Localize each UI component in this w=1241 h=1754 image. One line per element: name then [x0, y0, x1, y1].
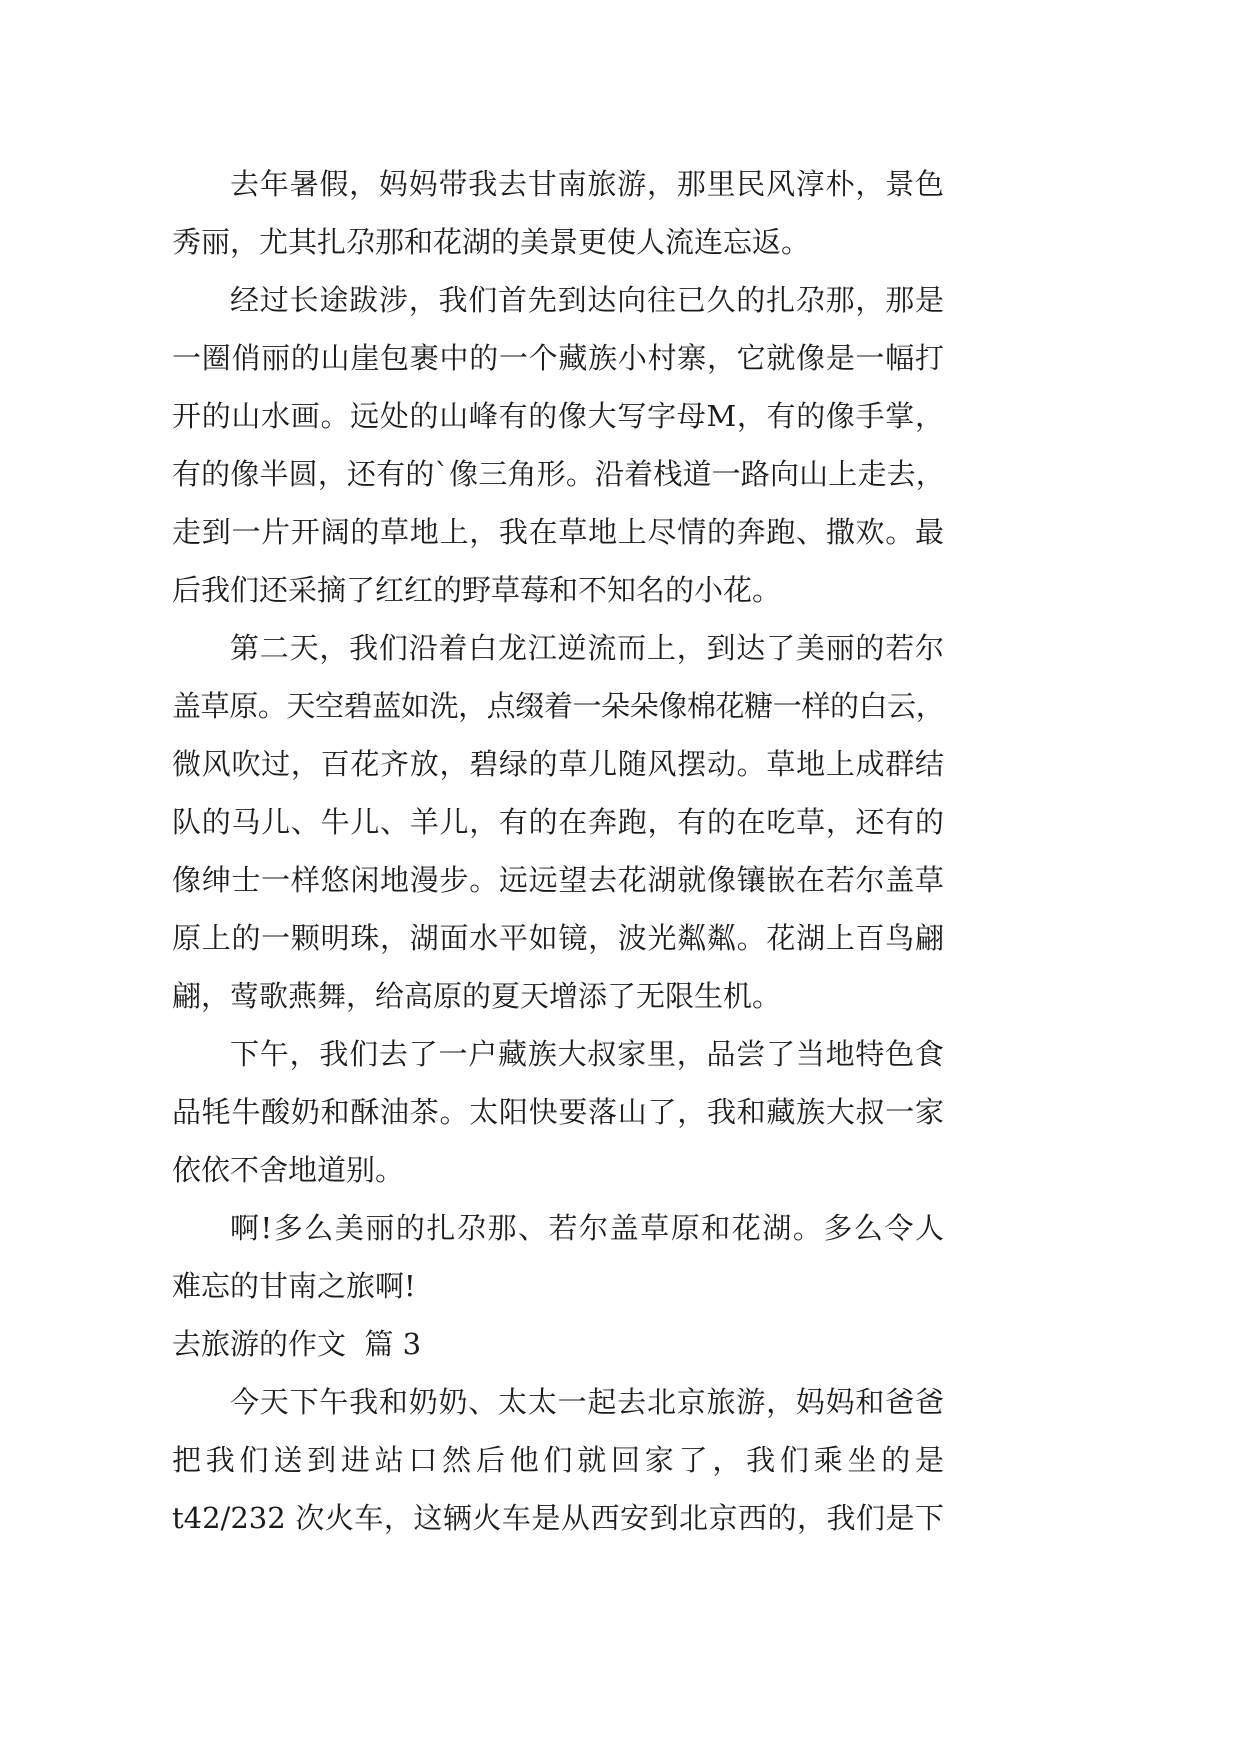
paragraph-line: 一圈俏丽的山崖包裹中的一个藏族小村寨，它就像是一幅打	[172, 341, 944, 375]
paragraph-line: 品牦牛酸奶和酥油茶。太阳快要落山了，我和藏族大叔一家	[172, 1095, 944, 1129]
section-heading: 去旅游的作文 篇 3	[172, 1327, 422, 1361]
paragraph-line: 原上的一颗明珠，湖面水平如镜，波光粼粼。花湖上百鸟翩	[172, 921, 944, 955]
paragraph	[172, 155, 944, 271]
paragraph-line: 经过长途跋涉，我们首先到达向往已久的扎尕那，那是	[230, 283, 944, 317]
paragraph-line: 难忘的甘南之旅啊!	[172, 1269, 416, 1303]
document-body	[172, 155, 944, 1547]
paragraph-line: 微风吹过，百花齐放，碧绿的草儿随风摆动。草地上成群结	[172, 747, 944, 781]
paragraph-line: 后我们还采摘了红红的野草莓和不知名的小花。	[172, 573, 782, 607]
paragraph-line: 第二天，我们沿着白龙江逆流而上，到达了美丽的若尔	[230, 631, 944, 665]
paragraph-line: 走到一片开阔的草地上，我在草地上尽情的奔跑、撒欢。最	[172, 515, 944, 549]
paragraph-line: t42/232 次火车，这辆火车是从西安到北京西的，我们是下	[172, 1501, 944, 1535]
paragraph-line: 翩，莺歌燕舞，给高原的夏天增添了无限生机。	[172, 979, 782, 1013]
paragraph	[172, 1373, 944, 1547]
paragraph-line: 把我们送到进站口然后他们就回家了，我们乘坐的是	[172, 1443, 944, 1477]
paragraph-line: 今天下午我和奶奶、太太一起去北京旅游，妈妈和爸爸	[230, 1385, 944, 1419]
paragraph-line: 下午，我们去了一户藏族大叔家里，品尝了当地特色食	[230, 1037, 944, 1071]
paragraph	[172, 619, 944, 1025]
paragraph-line: 依依不舍地道别。	[172, 1153, 405, 1187]
paragraph	[172, 1199, 944, 1315]
paragraph-line: 像绅士一样悠闲地漫步。远远望去花湖就像镶嵌在若尔盖草	[172, 863, 944, 897]
paragraph-line: 开的山水画。远处的山峰有的像大写字母M，有的像手掌，	[172, 399, 944, 433]
paragraph-line: 队的马儿、牛儿、羊儿，有的在奔跑，有的在吃草，还有的	[172, 805, 944, 839]
paragraph-line: 有的像半圆，还有的`像三角形。沿着栈道一路向山上走去，	[172, 457, 944, 491]
paragraph-line: 去年暑假，妈妈带我去甘南旅游，那里民风淳朴，景色	[230, 167, 944, 201]
paragraph	[172, 1025, 944, 1199]
paragraph-line: 盖草原。天空碧蓝如洗，点缀着一朵朵像棉花糖一样的白云，	[172, 689, 944, 723]
paragraph	[172, 271, 944, 619]
paragraph-line: 啊!多么美丽的扎尕那、若尔盖草原和花湖。多么令人	[230, 1211, 944, 1245]
paragraph-line: 秀丽，尤其扎尕那和花湖的美景更使人流连忘返。	[172, 225, 811, 259]
